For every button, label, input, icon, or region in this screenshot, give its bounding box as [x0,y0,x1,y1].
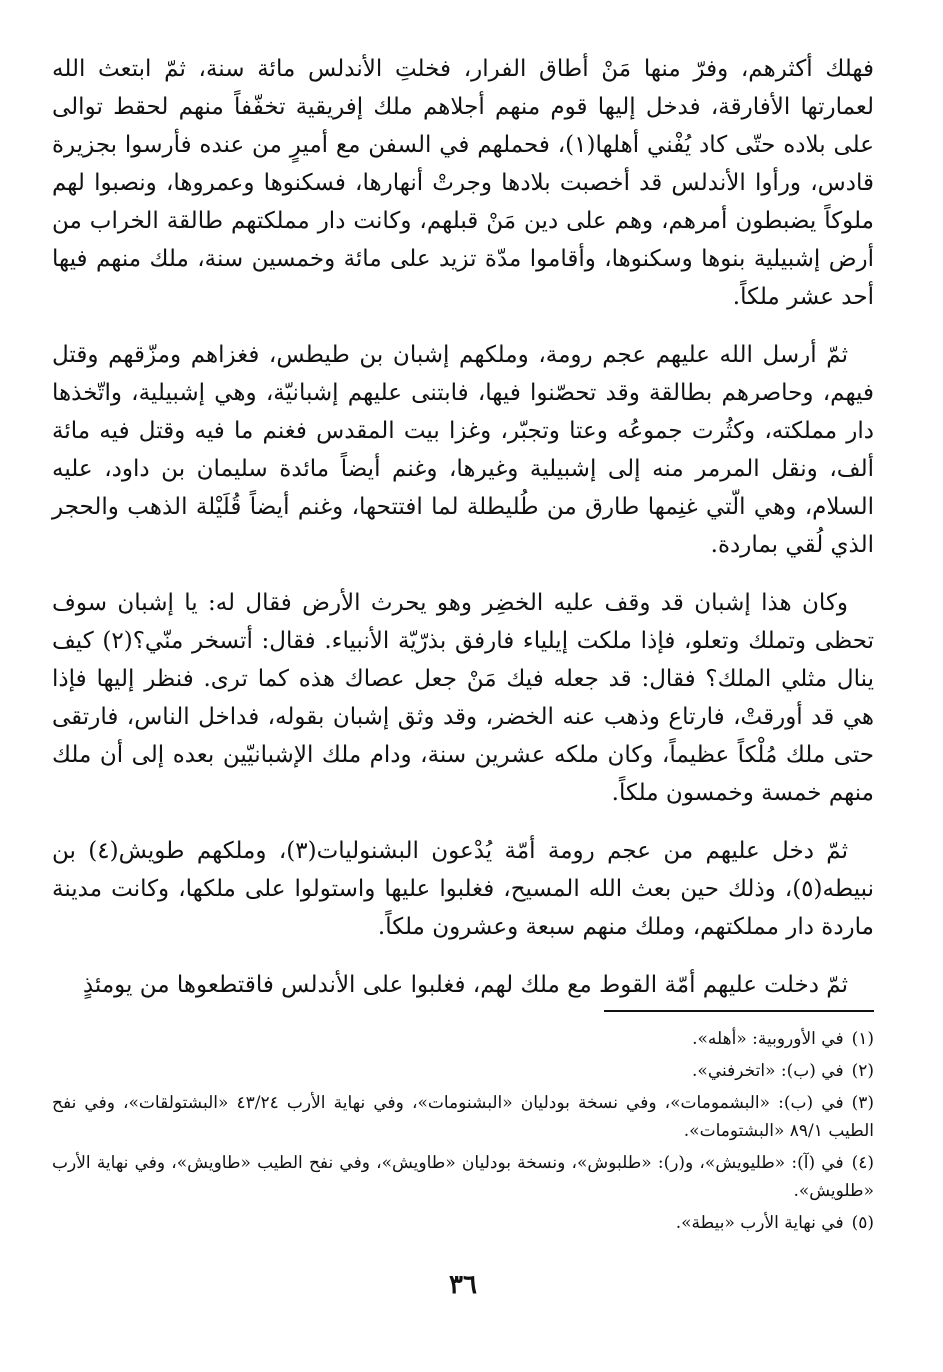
footnote-number: (٤) [851,1153,874,1173]
footnote-text: في الأوروبية: «أهله». [692,1029,844,1049]
footnote-number: (٥) [851,1213,874,1233]
footnote-5 [52,1209,874,1237]
paragraph-1: فهلك أكثرهم، وفرّ منها مَنْ أطاق الفرار، فخلتِ الأندلس مائة سنة، ثمّ ابتعث الله لعمارتها الأفارقة، فدخل إليها قوم منهم أجلاهم ملك إفريقية تخفّفاً منهم لحقط توالى على بلاده حتّى كاد يُفْني أهلها(١)، فحملهم في السفن مع أميرٍ من عنده فأرسوا بجزيرة قادس، ورأوا الأندلس قد أخصبت بلادها وجرتْ أنهارها، فسكنوها وعمروها، ونصبوا لهم ملوكاً يضبطون أمرهم، وهم على دين مَنْ قبلهم، وكانت دار مملكتهم طالقة الخراب من أرض إشبيلية بنوها وسكنوها، وأقاموا مدّة تزيد على مائة وخمسين سنة، ملك منهم فيها أحد عشر ملكاً. [52,56,874,310]
footnote-4 [52,1149,874,1205]
footnote-1 [52,1025,874,1053]
page-number: ٣٦ [449,1270,477,1300]
book-page [52,40,874,1340]
main-text [52,50,874,1024]
footnote-number: (١) [851,1029,874,1049]
paragraph-5: ثمّ دخلت عليهم أمّة القوط مع ملك لهم، فغلبوا على الأندلس فاقتطعوها من يومئذٍ [82,972,848,998]
paragraph-4: ثمّ دخل عليهم من عجم رومة أمّة يُدْعون البشنوليات(٣)، وملكهم طويش(٤) بن نبيطه(٥)، وذلك حين بعث الله المسيح، فغلبوا عليها واستولوا على ملكها، وكانت مدينة ماردة دار مملكتهم، وملك منهم سبعة وعشرون ملكاً. [52,838,874,940]
footnote-text: في (ب): «اتخرفني». [692,1061,844,1081]
footnote-3 [52,1089,874,1145]
footnote-divider [604,1010,874,1012]
paragraph-2: ثمّ أرسل الله عليهم عجم رومة، وملكهم إشبان بن طيطس، فغزاهم ومزّقهم وقتل فيهم، وحاصرهم بطالقة وقد تحصّنوا فيها، فابتنى عليهم إشبانيّة، وهي إشبيلية، واتّخذها دار مملكته، وكثُرت جموعُه وعتا وتجبّر، وغزا بيت المقدس فغنم ما فيه وقتل فيه مائة ألف، ونقل المرمر منه إلى إشبيلية وغيرها، وغنم أيضاً مائدة سليمان بن داود، عليه السلام، وهي الّتي غنِمها طارق من طُليطلة لما افتتحها، وغنم أيضاً قُلَيْلة الذهب والحجر الذي لُقي بماردة. [52,342,874,558]
footnote-number: (٣) [851,1093,874,1113]
footnote-text: في (آ): «طليويش»، و(ر): «طلبوش»، ونسخة بودليان «طاويش»، وفي نفح الطيب «طاويش»، وفي نهاية الأرب «طلويش». [52,1153,874,1201]
footnote-text: في نهاية الأرب «بيطة». [675,1213,844,1233]
footnote-2 [52,1057,874,1085]
footnote-text: في (ب): «البشمومات»، وفي نسخة بودليان «البشنومات»، وفي نهاية الأرب ٤٣/٢٤ «البشتولقات»، وفي نفح الطيب ٨٩/١ «البشتومات». [52,1093,874,1141]
paragraph-3: وكان هذا إشبان قد وقف عليه الخضِر وهو يحرث الأرض فقال له: يا إشبان سوف تحظى وتملك وتعلو، فإذا ملكت إيلياء فارفق بذرّيّة الأنبياء. فقال: أتسخر منّي؟(٢) كيف ينال مثلي الملك؟ فقال: قد جعله فيك مَنْ جعل عصاك هذه كما ترى. فنظر إليها فإذا هي قد أورقتْ، فارتاع وذهب عنه الخضر، وقد وثق إشبان بقوله، فداخل الناس، فارتقى حتى ملك مُلْكاً عظيماً، وكان ملكه عشرين سنة، ودام ملك الإشبانيّين بعده إلى أن ملك منهم خمسة وخمسون ملكاً. [52,590,874,806]
footnotes [52,1025,874,1241]
footnote-number: (٢) [851,1061,874,1081]
